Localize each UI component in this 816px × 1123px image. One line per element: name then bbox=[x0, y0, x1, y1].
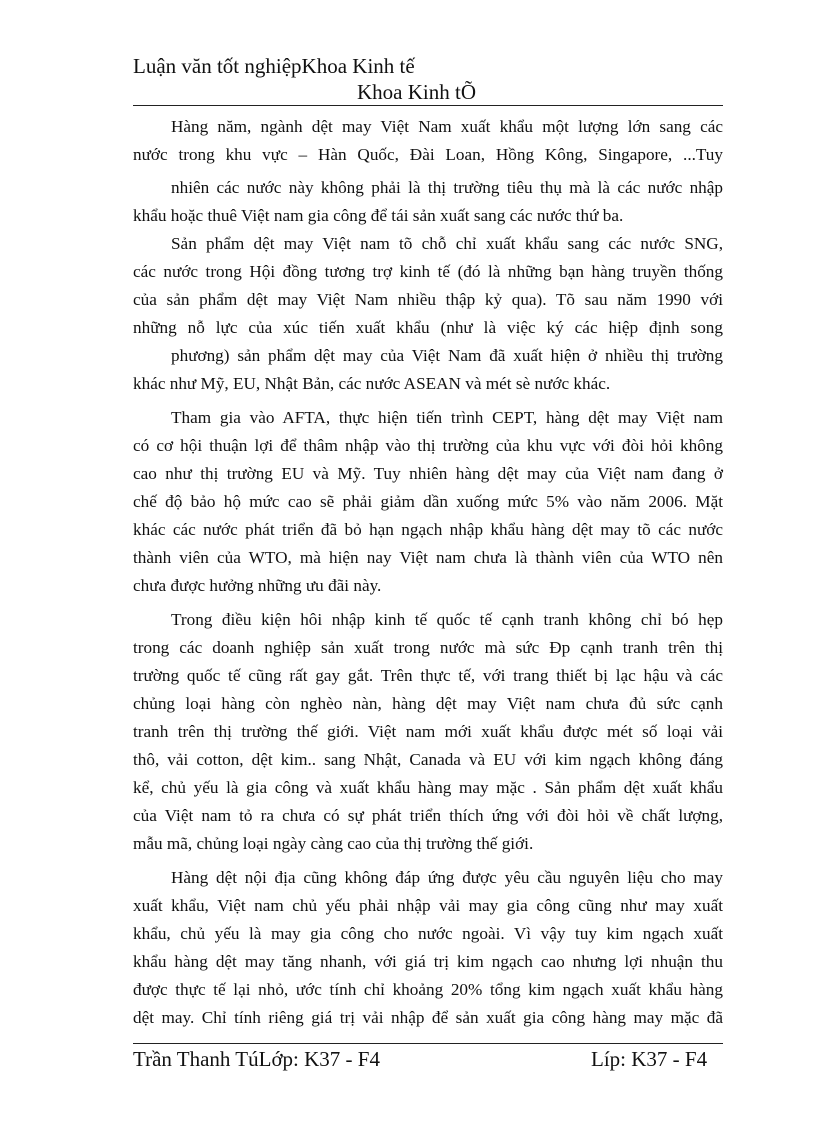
text-line: chủng loại hàng còn nghèo nàn, hàng dệt may Việt nam chưa đủ sức cạnh bbox=[133, 694, 723, 713]
text-line: khẩu hoặc thuê Việt nam gia công để tái sản xuất sang các nước thứ ba. bbox=[133, 206, 624, 225]
header-rule bbox=[133, 105, 723, 106]
text-line: xuất khẩu, Việt nam chủ yếu phải nhập vải may gia công cũng như may xuất bbox=[133, 896, 723, 915]
text-line: phương) sản phẩm dệt may của Việt Nam đã xuất hiện ở nhiều thị trường bbox=[171, 346, 723, 365]
text-line: cao như thị trường EU và Mỹ. Tuy nhiên hàng dệt may của Việt nam đang ở bbox=[133, 464, 723, 483]
text-line: Hàng năm, ngành dệt may Việt Nam xuất khẩu một lượng lớn sang các bbox=[171, 117, 723, 136]
text-line: của Việt nam tỏ ra chưa có sự phát triển thích ứng với đòi hỏi về chất lượng, bbox=[133, 806, 723, 825]
header-line-1: Luận văn tốt nghiệpKhoa Kinh tế bbox=[133, 54, 415, 78]
text-line: của sản phẩm dệt may Việt Nam nhiều thập kỷ qua). Tõ sau năm 1990 với bbox=[133, 290, 723, 309]
text-line: những nỗ lực của xúc tiến xuất khẩu (như là việc ký các hiệp định song bbox=[133, 318, 723, 337]
header-line-2: Khoa Kinh tÕ bbox=[357, 80, 476, 104]
text-line: nước trong khu vực – Hàn Quốc, Đài Loan, Hồng Kông, Singapore, ...Tuy bbox=[133, 145, 723, 164]
text-line: khẩu hàng dệt may tăng nhanh, với giá trị kim ngạch cao nhưng lợi nhuận thu bbox=[133, 952, 723, 971]
text-line: nhiên các nước này không phải là thị trường tiêu thụ mà là các nước nhập bbox=[171, 178, 723, 197]
text-line: khẩu, chủ yếu là may gia công cho nước ngoài. Vì vậy tuy kim ngạch xuất bbox=[133, 924, 723, 943]
text-line: chưa được hưởng những ưu đãi này. bbox=[133, 576, 382, 595]
body-text bbox=[133, 112, 723, 1029]
text-line: Tham gia vào AFTA, thực hiện tiến trình CEPT, hàng dệt may Việt nam bbox=[171, 408, 723, 427]
text-line: khác như Mỹ, EU, Nhật Bản, các nước ASEAN và mét sè nước khác. bbox=[133, 374, 611, 393]
text-line: mẫu mã, chủng loại ngày càng cao của thị trường thế giới. bbox=[133, 834, 534, 853]
text-line: có cơ hội thuận lợi để thâm nhập vào thị trường của khu vực với đòi hỏi không bbox=[133, 436, 723, 455]
text-line: dệt may. Chỉ tính riêng giá trị vải nhập để sản xuất gia công hàng may mặc đã bbox=[133, 1008, 723, 1027]
text-line: trường quốc tế cũng rất gay gắt. Trên thực tế, với trang thiết bị lạc hậu và các bbox=[133, 666, 723, 685]
footer-author: Trần Thanh TúLớp: K37 - F4 bbox=[133, 1047, 380, 1071]
text-line: tranh trên thị trường thế giới. Việt nam mới xuất khẩu được mét số loại vải bbox=[133, 722, 723, 741]
text-line: chế độ bảo hộ mức cao sẽ phải giảm dần xuống mức 5% vào năm 2006. Mặt bbox=[133, 492, 723, 511]
footer-rule bbox=[133, 1043, 723, 1044]
text-line: được thực tế lại nhỏ, ước tính chỉ khoảng 20% tổng kim ngạch xuất khẩu hàng bbox=[133, 980, 723, 999]
text-line: kể, chủ yếu là gia công và xuất khẩu hàng may mặc . Sản phẩm dệt xuất khẩu bbox=[133, 778, 723, 797]
footer-class: Líp: K37 - F4 bbox=[591, 1047, 708, 1071]
text-line: Hàng dệt nội địa cũng không đáp ứng được yêu cầu nguyên liệu cho may bbox=[171, 868, 723, 887]
text-line: thô, vải cotton, dệt kim.. sang Nhật, Canada và EU với kim ngạch không đáng bbox=[133, 750, 723, 769]
text-line: Sản phẩm dệt may Việt nam tõ chỗ chỉ xuất khẩu sang các nước SNG, bbox=[171, 234, 723, 253]
text-line: trong các doanh nghiệp sản xuất trong nước mà sức Ðp cạnh tranh trên thị bbox=[133, 638, 723, 657]
text-line: các nước trong Hội đồng tương trợ kinh tế (đó là những bạn hàng truyền thống bbox=[133, 262, 723, 281]
text-line: Trong điều kiện hôi nhập kinh tế quốc tế cạnh tranh không chỉ bó hẹp bbox=[171, 610, 723, 629]
text-line: thành viên của WTO, mà hiện nay Việt nam chưa là thành viên của WTO nên bbox=[133, 548, 723, 567]
text-line: khác các nước phát triển đã bỏ hạn ngạch nhập khẩu hàng dệt may tõ các nước bbox=[133, 520, 723, 539]
